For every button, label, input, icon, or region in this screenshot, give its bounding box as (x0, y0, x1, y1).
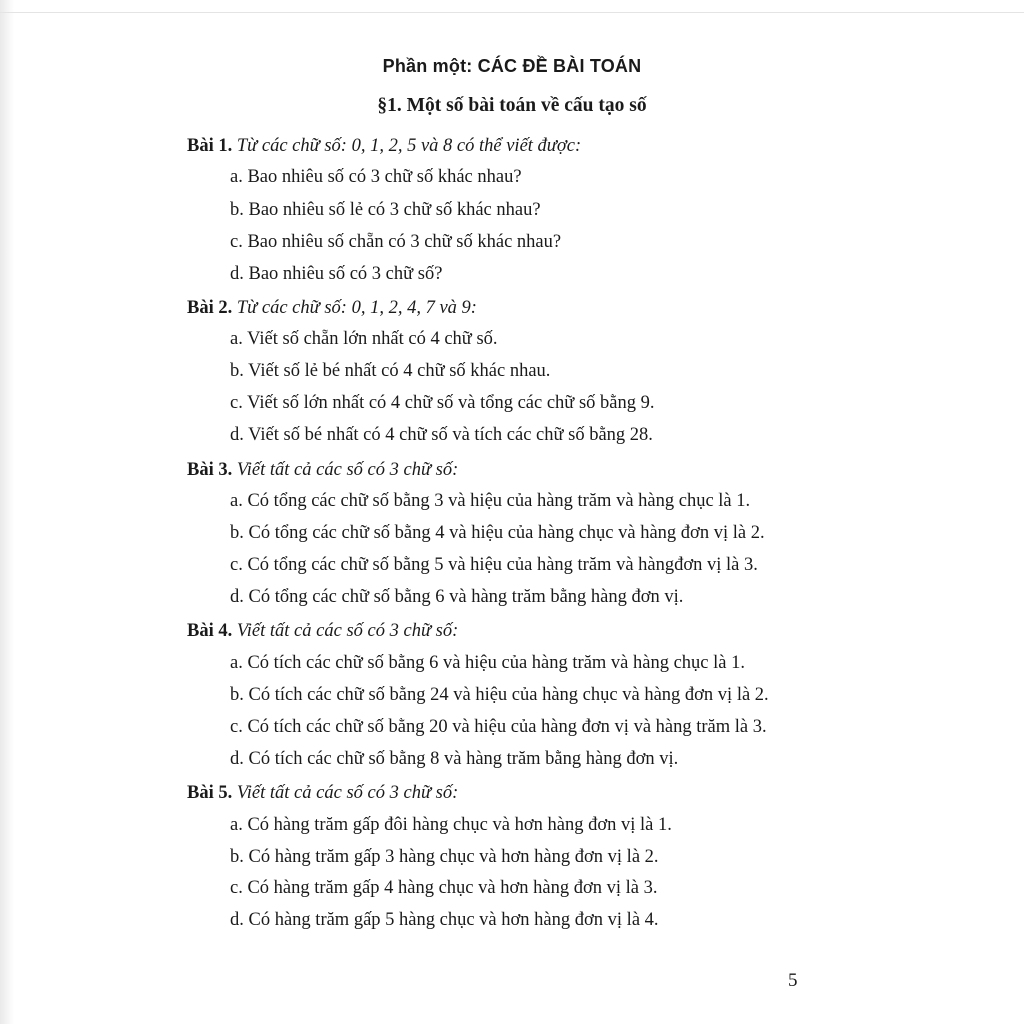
problem-1-heading (187, 136, 581, 157)
problem-4-item-d: d. Có tích các chữ số bằng 8 và hàng trăm bằng hàng đơn vị. (230, 749, 679, 769)
problem-4-heading (187, 621, 458, 642)
problem-1-item-a: a. Bao nhiêu số có 3 chữ số khác nhau? (230, 167, 522, 187)
problem-5-item-b: b. Có hàng trăm gấp 3 hàng chục và hơn hàng đơn vị là 2. (230, 847, 659, 867)
problem-intro: Viết tất cả các số có 3 chữ số: (236, 783, 459, 803)
problem-3-heading (187, 460, 458, 481)
problem-1-item-c: c. Bao nhiêu số chẵn có 3 chữ số khác nhau? (230, 232, 562, 252)
page-top-edge (0, 12, 1024, 13)
problem-3-item-d: d. Có tổng các chữ số bằng 6 và hàng trăm bằng hàng đơn vị. (230, 587, 684, 607)
problem-3-item-b: b. Có tổng các chữ số bằng 4 và hiệu của hàng chục và hàng đơn vị là 2. (230, 523, 765, 543)
scan-edge-shadow (0, 0, 14, 1024)
problem-4-item-a: a. Có tích các chữ số bằng 6 và hiệu của hàng trăm và hàng chục là 1. (230, 653, 745, 673)
problem-2-item-c: c. Viết số lớn nhất có 4 chữ số và tổng các chữ số bằng 9. (230, 393, 655, 413)
problem-2-item-b: b. Viết số lẻ bé nhất có 4 chữ số khác nhau. (230, 361, 551, 381)
problem-number: Bài 3. (187, 460, 233, 480)
problem-number: Bài 4. (187, 621, 233, 641)
problem-2-item-a: a. Viết số chẵn lớn nhất có 4 chữ số. (230, 329, 498, 349)
problem-1-item-d: d. Bao nhiêu số có 3 chữ số? (230, 264, 443, 284)
problem-intro: Viết tất cả các số có 3 chữ số: (236, 460, 459, 480)
problem-2-heading (187, 298, 477, 319)
problem-5-item-a: a. Có hàng trăm gấp đôi hàng chục và hơn hàng đơn vị là 1. (230, 815, 672, 835)
problem-2-item-d: d. Viết số bé nhất có 4 chữ số và tích các chữ số bằng 28. (230, 425, 653, 445)
section-title: §1. Một số bài toán về cấu tạo số (377, 95, 647, 116)
part-title: Phần một: CÁC ĐỀ BÀI TOÁN (382, 56, 642, 76)
problem-3-item-c: c. Có tổng các chữ số bằng 5 và hiệu của hàng trăm và hàngđơn vị là 3. (230, 555, 758, 575)
problem-1-item-b: b. Bao nhiêu số lẻ có 3 chữ số khác nhau? (230, 200, 541, 220)
problem-3-item-a: a. Có tổng các chữ số bằng 3 và hiệu của hàng trăm và hàng chục là 1. (230, 491, 751, 511)
problem-number: Bài 5. (187, 783, 233, 803)
problem-4-item-b: b. Có tích các chữ số bằng 24 và hiệu của hàng chục và hàng đơn vị là 2. (230, 685, 769, 705)
problem-5-item-c: c. Có hàng trăm gấp 4 hàng chục và hơn hàng đơn vị là 3. (230, 878, 658, 898)
problem-5-item-d: d. Có hàng trăm gấp 5 hàng chục và hơn hàng đơn vị là 4. (230, 910, 659, 930)
problem-intro: Từ các chữ số: 0, 1, 2, 5 và 8 có thể viết được: (236, 136, 582, 156)
problem-number: Bài 1. (187, 136, 233, 156)
problem-number: Bài 2. (187, 298, 233, 318)
problem-intro: Từ các chữ số: 0, 1, 2, 4, 7 và 9: (236, 298, 477, 318)
page-number: 5 (788, 970, 798, 991)
problem-intro: Viết tất cả các số có 3 chữ số: (236, 621, 459, 641)
problem-4-item-c: c. Có tích các chữ số bằng 20 và hiệu của hàng đơn vị và hàng trăm là 3. (230, 717, 767, 737)
problem-5-heading (187, 783, 458, 804)
